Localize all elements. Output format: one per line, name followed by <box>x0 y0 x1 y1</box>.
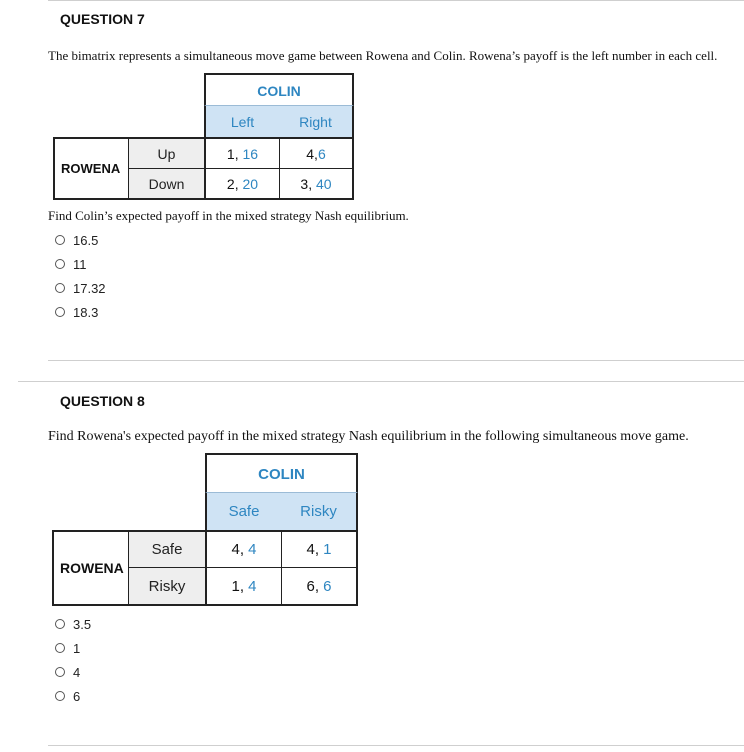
rowena-payoff: 4, <box>306 541 319 558</box>
payoff-cell <box>279 168 354 200</box>
question-7-bottom-divider <box>48 360 744 361</box>
payoff-cell <box>205 567 282 606</box>
option-label: 11 <box>73 256 87 272</box>
col-label-right: Right <box>279 105 354 137</box>
row-label-up: Up <box>128 137 205 169</box>
section-divider <box>18 381 744 382</box>
col-player-label: COLIN <box>204 73 354 106</box>
rowena-payoff: 2, <box>226 175 239 192</box>
row-label-down: Down <box>128 168 205 200</box>
col-label-risky: Risky <box>281 492 358 530</box>
question-7-title: QUESTION 7 <box>60 11 145 27</box>
colin-payoff: 16 <box>242 145 259 162</box>
payoff-cell <box>204 168 280 200</box>
question-8-prompt: Find Rowena's expected payoff in the mixed strategy Nash equilibrium in the following simultaneous move game. <box>48 429 689 444</box>
question-7-prompt: The bimatrix represents a simultaneous move game between Rowena and Colin. Rowena’s payoff is the left number in each cell. <box>48 48 718 63</box>
rowena-payoff: 1, <box>231 577 244 595</box>
payoff-cell <box>281 530 358 568</box>
col-label-left: Left <box>204 105 280 137</box>
rowena-payoff: 4, <box>231 541 244 558</box>
question-7-option-2[interactable] <box>55 256 87 272</box>
rowena-payoff: 6, <box>306 577 319 595</box>
question-8-option-4[interactable] <box>55 688 80 704</box>
colin-payoff: 6 <box>323 577 332 595</box>
radio-icon[interactable] <box>55 619 65 629</box>
option-label: 3.5 <box>73 616 92 632</box>
row-label-safe: Safe <box>128 530 206 568</box>
question-7-option-4[interactable] <box>55 304 98 320</box>
payoff-cell <box>279 137 354 169</box>
radio-icon[interactable] <box>55 643 65 653</box>
radio-icon[interactable] <box>55 691 65 701</box>
row-player-label: ROWENA <box>53 137 129 200</box>
row-label-risky: Risky <box>128 567 206 606</box>
question-7-question: Find Colin’s expected payoff in the mixed strategy Nash equilibrium. <box>48 208 409 223</box>
payoff-cell <box>204 137 280 169</box>
colin-payoff: 6 <box>317 145 326 162</box>
radio-icon[interactable] <box>55 667 65 677</box>
colin-payoff: 20 <box>242 175 259 192</box>
colin-payoff: 1 <box>323 541 332 558</box>
question-8-bottom-divider <box>48 745 744 746</box>
question-8-title: QUESTION 8 <box>60 393 145 409</box>
radio-icon[interactable] <box>55 259 65 269</box>
colin-payoff: 4 <box>248 577 257 595</box>
rowena-payoff: 4, <box>306 145 318 162</box>
option-label: 16.5 <box>73 232 99 248</box>
radio-icon[interactable] <box>55 283 65 293</box>
colin-payoff: 40 <box>316 175 332 192</box>
option-label: 18.3 <box>73 304 99 320</box>
question-8-option-3[interactable] <box>55 664 80 680</box>
question-7-option-3[interactable] <box>55 280 106 296</box>
payoff-cell <box>205 530 282 568</box>
col-player-label: COLIN <box>205 453 358 493</box>
row-player-label: ROWENA <box>52 530 129 606</box>
option-label: 6 <box>73 688 81 704</box>
top-divider <box>48 0 744 1</box>
radio-icon[interactable] <box>55 235 65 245</box>
radio-icon[interactable] <box>55 307 65 317</box>
rowena-payoff: 3, <box>300 175 313 192</box>
payoff-cell <box>281 567 358 606</box>
col-label-safe: Safe <box>205 492 282 530</box>
option-label: 17.32 <box>73 280 106 296</box>
colin-payoff: 4 <box>248 541 257 558</box>
option-label: 1 <box>73 640 81 656</box>
option-label: 4 <box>73 664 81 680</box>
question-7-option-1[interactable] <box>55 232 98 248</box>
question-8-option-2[interactable] <box>55 640 80 656</box>
question-8-option-1[interactable] <box>55 616 91 632</box>
rowena-payoff: 1, <box>226 145 239 162</box>
